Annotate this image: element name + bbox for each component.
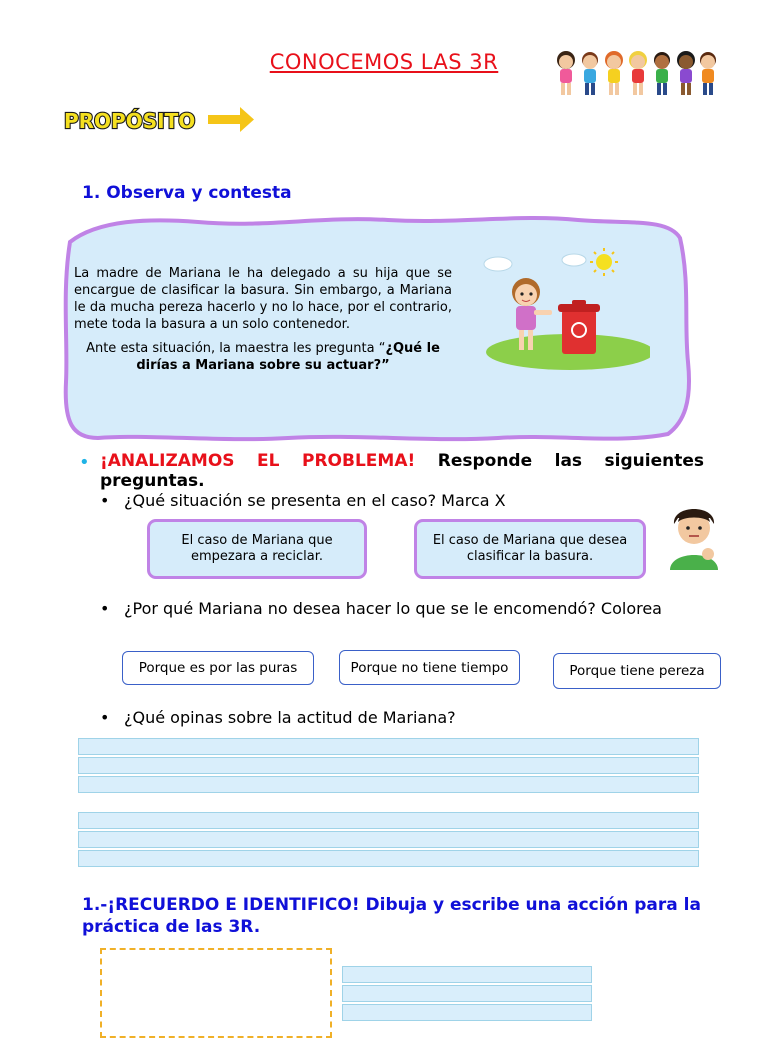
section-number: 1. [82, 183, 101, 203]
answer-option-box[interactable] [147, 519, 367, 579]
child-figure [557, 51, 575, 95]
story-paragraph: La madre de Mariana le ha delegado a su hija que se encargue de clasificar la basura. Sin embargo, a Mariana le da mucha pereza hacerlo y no lo hace, por el contrario, mete toda la basura a un solo contenedor. [74, 266, 452, 332]
writing-line[interactable] [78, 831, 699, 848]
question-text: ¿Por qué Mariana no desea hacer lo que se le encomendó? Colorea [124, 599, 662, 618]
child-figure [605, 51, 623, 95]
color-option-text: Porque no tiene tiempo [350, 659, 509, 676]
analyze-heading-red: ¡ANALIZAMOS EL PROBLEMA! [100, 451, 416, 471]
writing-line[interactable] [78, 738, 699, 755]
question-text: ¿Qué situación se presenta en el caso? Marca X [124, 491, 506, 510]
writing-line[interactable] [342, 1004, 592, 1021]
proposito-label: PROPÓSITO [64, 109, 196, 133]
drawing-area[interactable] [100, 948, 332, 1038]
bullet-icon: • [100, 599, 110, 618]
child-figure [700, 52, 716, 95]
writing-line[interactable] [342, 966, 592, 983]
color-option-box[interactable] [339, 650, 520, 685]
analyze-heading [100, 451, 704, 491]
arrow-right-icon [208, 107, 254, 132]
writing-line[interactable] [78, 776, 699, 793]
page-title: CONOCEMOS LAS 3R [269, 50, 499, 74]
answer-option-box[interactable] [414, 519, 646, 579]
children-holding-hands-illustration [552, 44, 720, 100]
writing-line[interactable] [78, 757, 699, 774]
sun-icon [590, 248, 618, 276]
section-heading [82, 183, 292, 203]
recycle-bin-icon [558, 300, 600, 354]
section-heading-text: Observa y contesta [106, 183, 292, 203]
question-item [100, 708, 704, 728]
question-item [100, 491, 704, 511]
thinking-boy-illustration [664, 498, 724, 570]
question-item [100, 599, 704, 619]
writing-lines[interactable] [78, 812, 699, 867]
story-question-bold: ¿Qué le dirías a Mariana sobre su actuar?” [136, 341, 440, 373]
girl-recycling-illustration [470, 240, 650, 370]
answer-option-text: El caso de Mariana que desea clasificar la basura. [432, 533, 628, 564]
recuerdo-heading: 1.-¡RECUERDO E IDENTIFICO! Dibuja y escribe una acción para la práctica de las 3R. [82, 895, 701, 937]
writing-line[interactable] [342, 985, 592, 1002]
child-figure [654, 52, 670, 95]
question-text: ¿Qué opinas sobre la actitud de Mariana? [124, 708, 456, 727]
answer-option-text: El caso de Mariana que empezara a reciclar. [181, 533, 333, 564]
color-option-text: Porque tiene pereza [569, 663, 705, 679]
story-question-intro: Ante esta situación, la maestra les pregunta “ [86, 341, 386, 356]
analyze-heading-instruction: Responde las siguientes preguntas. [100, 451, 705, 491]
story-question [74, 340, 452, 374]
writing-line[interactable] [78, 812, 699, 829]
color-option-box[interactable] [122, 651, 314, 685]
color-option-box[interactable] [553, 653, 721, 689]
proposito-banner [62, 104, 262, 136]
color-option-text: Porque es por las puras [138, 660, 298, 676]
bullet-icon: • [100, 491, 110, 510]
bullet-icon: • [79, 452, 90, 473]
story-text [74, 265, 452, 381]
writing-lines[interactable] [342, 966, 592, 1021]
child-figure [629, 51, 647, 95]
bullet-icon: • [100, 708, 110, 727]
child-figure [677, 51, 695, 95]
child-figure [582, 52, 598, 95]
writing-lines[interactable] [78, 738, 699, 793]
cloud-icon [484, 254, 586, 271]
writing-line[interactable] [78, 850, 699, 867]
